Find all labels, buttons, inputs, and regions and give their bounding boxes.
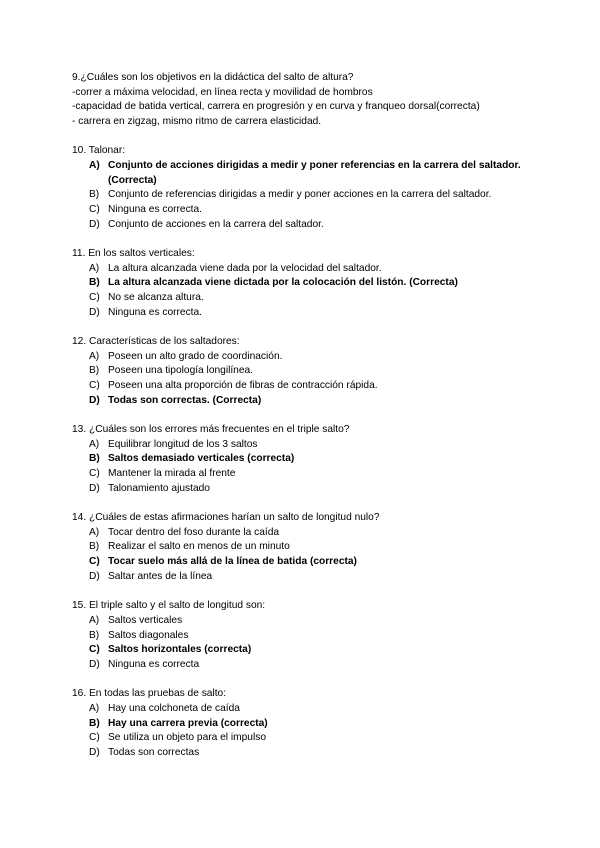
answer-options [0, 438, 600, 497]
answer-options [0, 702, 600, 761]
option-letter: B) [89, 365, 100, 377]
option-text: Poseen una tipología longilínea. [108, 365, 254, 377]
option-letter: D) [89, 658, 100, 670]
option-text: Saltos verticales [108, 614, 183, 626]
answer-option [0, 364, 600, 379]
question-12 [0, 335, 600, 409]
option-letter: C) [89, 204, 100, 216]
option-letter: B) [89, 453, 100, 465]
answer-option [0, 291, 600, 306]
question-stem: 12. Características de los saltadores: [72, 336, 240, 348]
option-letter: B) [89, 277, 100, 289]
option-text: Se utiliza un objeto para el impulso [108, 732, 267, 744]
option-letter: C) [89, 380, 100, 392]
option-text: La altura alcanzada viene dada por la velocidad del saltador. [108, 262, 382, 274]
option-text: Conjunto de acciones en la carrera del saltador. [108, 218, 324, 230]
answer-option [0, 614, 600, 629]
option-text: Poseen un alto grado de coordinación. [108, 350, 283, 362]
option-text: Conjunto de referencias dirigidas a medir y poner acciones en la carrera del saltador. [108, 189, 492, 201]
question-13 [0, 423, 600, 497]
option-letter: D) [89, 746, 100, 758]
answer-option-correct [0, 394, 600, 409]
question-stem: 11. En los saltos verticales: [72, 248, 195, 260]
option-text: Saltos diagonales [108, 629, 189, 641]
answer-option [0, 731, 600, 746]
option-text: Equilibrar longitud de los 3 saltos [108, 438, 258, 450]
answer-option [0, 746, 600, 761]
question-9 [72, 71, 600, 130]
option-letter: A) [89, 262, 100, 274]
answer-option [0, 350, 600, 365]
answer-option [0, 467, 600, 482]
answer-option [0, 188, 600, 203]
option-text: Hay una colchoneta de caída [108, 702, 240, 714]
option-letter: C) [89, 468, 100, 480]
answer-options [0, 262, 600, 321]
answer-option [0, 570, 600, 585]
option-letter: C) [89, 556, 100, 568]
option-text: Tocar dentro del foso durante la caída [108, 526, 280, 538]
answer-option-correct [0, 643, 600, 658]
answer-option-correct [0, 276, 600, 291]
question-stem: 16. En todas las pruebas de salto: [72, 688, 227, 700]
option-text: Saltos horizontales (correcta) [108, 644, 252, 656]
option-text: Talonamiento ajustado [108, 482, 210, 494]
answer-option [0, 218, 600, 233]
answer-options [0, 350, 600, 409]
option-text: Ninguna es correcta. [108, 204, 203, 216]
question-stem: 14. ¿Cuáles de estas afirmaciones harían un salto de longitud nulo? [72, 512, 380, 524]
option-letter: D) [89, 570, 100, 582]
option-text: No se alcanza altura. [108, 292, 204, 304]
question-9-line: -correr a máxima velocidad, en línea recta y movilidad de hombros [72, 86, 373, 98]
answer-option [0, 438, 600, 453]
answer-option [0, 262, 600, 277]
option-text: Todas son correctas. (Correcta) [108, 394, 262, 406]
answer-option [0, 203, 600, 218]
question-9-line: - carrera en zigzag, mismo ritmo de carrera elasticidad. [72, 116, 322, 128]
answer-option [0, 540, 600, 555]
option-letter: D) [89, 482, 100, 494]
answer-option [0, 482, 600, 497]
option-text: Todas son correctas [108, 746, 200, 758]
answer-option [0, 658, 600, 673]
option-letter: A) [89, 702, 100, 714]
option-letter: A) [89, 614, 100, 626]
answer-options [0, 614, 600, 673]
option-letter: D) [89, 394, 100, 406]
answer-option [0, 629, 600, 644]
option-letter: C) [89, 732, 100, 744]
answer-option-correct [0, 452, 600, 467]
question-9-stem: 9.¿Cuáles son los objetivos en la didáctica del salto de altura? [72, 72, 354, 83]
option-text: Saltar antes de la línea [108, 570, 213, 582]
answer-option [0, 306, 600, 321]
question-stem: 15. El triple salto y el salto de longitud son: [72, 600, 266, 612]
option-letter: C) [89, 644, 100, 656]
option-text: Hay una carrera previa (correcta) [108, 717, 268, 729]
option-letter: B) [89, 189, 100, 201]
answer-option [0, 526, 600, 541]
question-stem: 10. Talonar: [72, 145, 126, 157]
option-text: Ninguna es correcta. [108, 306, 203, 318]
option-text: Tocar suelo más allá de la línea de batida (correcta) [108, 556, 357, 568]
answer-options [0, 159, 600, 233]
question-11 [0, 247, 600, 321]
option-text: Ninguna es correcta [108, 658, 200, 670]
option-letter: B) [89, 541, 100, 553]
option-text: Saltos demasiado verticales (correcta) [108, 453, 295, 465]
option-letter: A) [89, 350, 100, 362]
option-letter: B) [89, 717, 100, 729]
question-list [0, 144, 600, 760]
option-text: Mantener la mirada al frente [108, 468, 236, 480]
answer-option [0, 379, 600, 394]
question-9-line: -capacidad de batida vertical, carrera en progresión y en curva y franqueo dorsal(correcta) [72, 101, 480, 113]
option-letter: C) [89, 292, 100, 304]
question-10 [0, 144, 600, 232]
question-stem: 13. ¿Cuáles son los errores más frecuentes en el triple salto? [72, 424, 350, 436]
question-16 [0, 687, 600, 761]
option-letter: D) [89, 306, 100, 318]
option-letter: B) [89, 629, 100, 641]
question-15 [0, 599, 600, 673]
option-text: Poseen una alta proporción de fibras de contracción rápida. [108, 380, 378, 392]
question-14 [0, 511, 600, 585]
option-letter: A) [89, 438, 100, 450]
option-text: Conjunto de acciones dirigidas a medir y poner referencias en la carrera del saltador. (Correcta) [108, 160, 521, 186]
answer-option [0, 702, 600, 717]
option-letter: D) [89, 218, 100, 230]
option-letter: A) [89, 160, 100, 172]
answer-option-correct [0, 159, 600, 188]
answer-options [0, 526, 600, 585]
option-text: Realizar el salto en menos de un minuto [108, 541, 290, 553]
answer-option-correct [0, 717, 600, 732]
option-text: La altura alcanzada viene dictada por la colocación del listón. (Correcta) [108, 277, 458, 289]
option-letter: A) [89, 526, 100, 538]
answer-option-correct [0, 555, 600, 570]
